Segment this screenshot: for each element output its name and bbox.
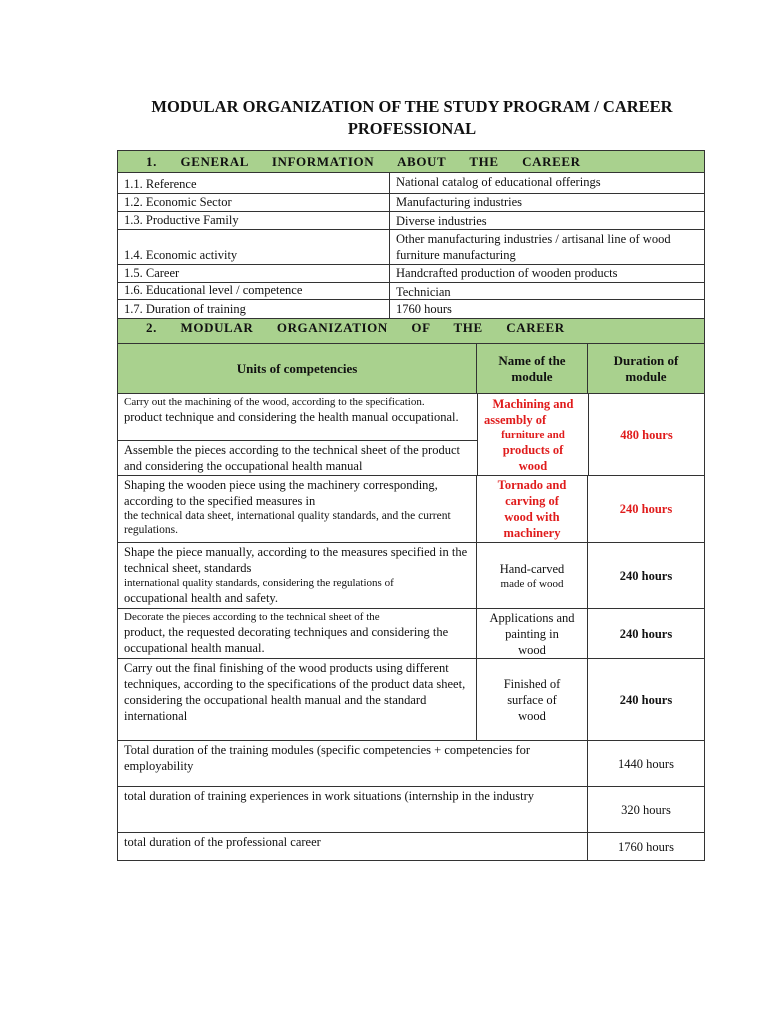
module-name-part: assembly of — [484, 412, 547, 427]
unit-item — [118, 394, 477, 441]
units-column-header: Units of competencies — [118, 344, 477, 393]
info-row-economic-activity — [118, 230, 705, 265]
info-value: Manufacturing industries — [396, 195, 523, 209]
info-value: 1760 hours — [396, 302, 452, 316]
unit-item — [118, 441, 477, 475]
info-label: 1.2. Economic Sector — [118, 194, 390, 211]
units-cell — [118, 476, 477, 542]
total-row-internship — [118, 787, 705, 833]
total-label: total duration of the professional career — [118, 833, 588, 860]
info-label: 1.1. Reference — [118, 173, 390, 193]
module-row-hand-carved — [118, 543, 705, 609]
section-2-header — [118, 319, 705, 344]
module-name-cell — [477, 476, 588, 542]
module-duration: 240 hours — [619, 502, 673, 516]
unit-text: Carry out the machining of the wood, according to the specification. — [124, 396, 425, 408]
module-name-part: machinery — [503, 526, 561, 540]
module-name-part: Finished of — [503, 676, 561, 691]
info-row-career — [118, 265, 705, 283]
modules-column-header — [118, 344, 705, 394]
module-name-cell — [478, 394, 589, 475]
info-label: 1.7. Duration of training — [118, 300, 390, 318]
module-duration: 240 hours — [619, 626, 673, 641]
module-name-part: Tornado and — [497, 478, 567, 492]
module-column-header: Name of the module — [477, 344, 588, 393]
document-title — [0, 96, 768, 140]
module-name-part: products of — [502, 442, 564, 457]
duration-column-header: Duration of module — [613, 352, 679, 384]
module-name-cell — [477, 609, 588, 658]
unit-text: international quality standards, considering the regulations of — [124, 577, 394, 589]
unit-text: occupational health and safety. — [124, 591, 278, 605]
info-value: Handcrafted production of wooden products — [396, 266, 618, 280]
units-cell — [118, 659, 477, 740]
total-row-modules — [118, 741, 705, 787]
module-name-cell — [477, 543, 588, 608]
unit-text: Shaping the wooden piece using the machinery corresponding, according to the specified measures in — [124, 478, 438, 508]
info-label: 1.6. Educational level / competence — [118, 283, 390, 299]
module-name-cell — [477, 659, 588, 740]
info-label: 1.3. Productive Family — [118, 212, 390, 229]
module-name-part: painting in — [505, 626, 559, 641]
module-name-part: Machining and — [492, 396, 574, 411]
module-name-part: made of wood — [500, 577, 564, 590]
total-value: 1760 hours — [618, 839, 674, 854]
title-line-1: MODULAR ORGANIZATION OF THE STUDY PROGRAM / CAREER — [151, 97, 673, 116]
info-row-reference — [118, 173, 705, 194]
module-name-part: furniture and — [501, 428, 565, 441]
unit-text: Shape the piece manually, according to the measures specified in the technical sheet, standards — [124, 545, 468, 575]
module-row-machining — [118, 394, 705, 476]
info-label: 1.5. Career — [118, 265, 390, 282]
info-label: 1.4. Economic activity — [118, 230, 390, 264]
units-cell — [118, 609, 477, 658]
info-value: Other manufacturing industries / artisanal line of wood furniture manufacturing — [396, 232, 671, 262]
unit-text: product technique and considering the health manual occupational. — [124, 410, 459, 424]
info-row-productive-family — [118, 212, 705, 230]
module-name-part: wood with — [504, 510, 560, 524]
module-name-part: carving of — [505, 494, 559, 508]
module-row-tornado — [118, 476, 705, 543]
total-value: 320 hours — [621, 802, 671, 817]
total-label: Total duration of the training modules (specific competencies + competencies for employability — [118, 741, 588, 786]
section-1-title: 1. GENERAL INFORMATION ABOUT THE CAREER — [146, 153, 581, 169]
module-row-applications — [118, 609, 705, 659]
total-row-career — [118, 833, 705, 861]
info-row-economic-sector — [118, 194, 705, 212]
module-name-part: wood — [518, 458, 548, 473]
module-row-finished — [118, 659, 705, 741]
module-duration: 240 hours — [619, 568, 673, 583]
module-name-part: Hand-carved — [499, 561, 565, 576]
total-label: total duration of training experiences in work situations (internship in the industry — [118, 787, 588, 832]
info-value: Diverse industries — [396, 214, 487, 228]
module-duration: 240 hours — [619, 692, 673, 707]
section-2-title: 2. MODULAR ORGANIZATION OF THE CAREER — [146, 320, 565, 335]
units-cell — [118, 543, 477, 608]
module-name-part: wood — [518, 642, 546, 657]
unit-text: the technical data sheet, international quality standards, and the current regulations. — [124, 510, 451, 536]
module-name-part: Applications and — [489, 610, 575, 625]
info-value: Technician — [396, 285, 451, 299]
total-value: 1440 hours — [618, 756, 674, 771]
info-row-educational-level — [118, 283, 705, 300]
section-1-header — [118, 151, 705, 173]
career-table — [117, 150, 705, 861]
unit-text: Decorate the pieces according to the technical sheet of the — [124, 611, 380, 623]
unit-text: Carry out the final finishing of the wood products using different techniques, according to the specifications of the product data sheet, considering the occupational health manual and the standard international — [124, 661, 466, 723]
module-name-part: wood — [518, 708, 546, 723]
module-name-part: surface of — [507, 692, 557, 707]
unit-text: Assemble the pieces according to the technical sheet of the product and considering the occupational health manual — [124, 443, 460, 473]
units-cell — [118, 394, 478, 475]
info-value: National catalog of educational offerings — [396, 175, 601, 189]
title-line-2: PROFESSIONAL — [347, 119, 477, 138]
module-duration: 480 hours — [620, 427, 673, 442]
unit-text: product, the requested decorating techniques and considering the occupational health manual. — [124, 625, 449, 655]
info-row-duration — [118, 300, 705, 319]
